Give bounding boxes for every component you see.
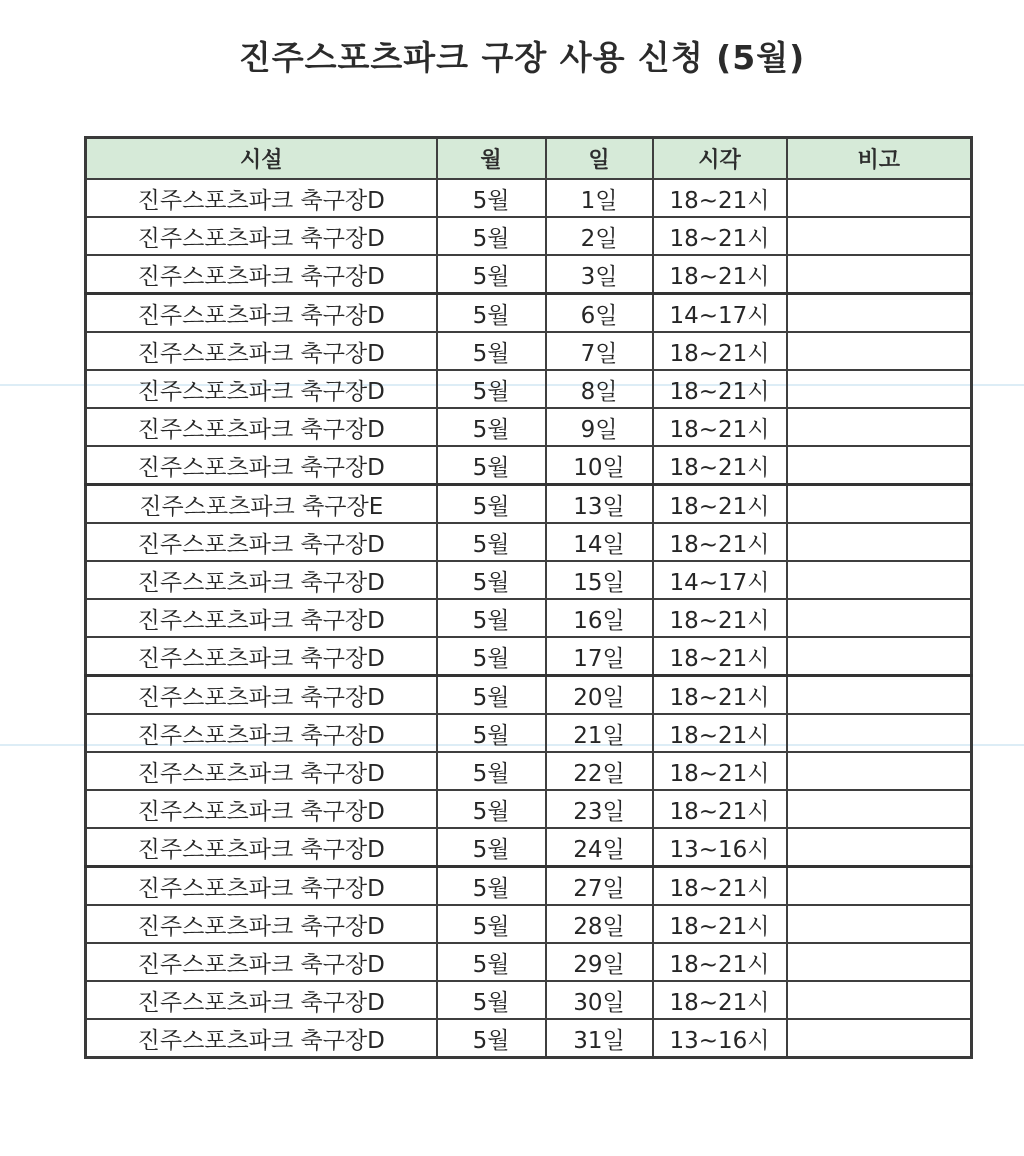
cell-note	[787, 599, 972, 637]
table-row	[86, 217, 972, 255]
table-row	[86, 179, 972, 217]
cell-day: 28일	[546, 905, 653, 943]
cell-time: 18~21시	[653, 714, 787, 752]
cell-month: 5월	[437, 561, 546, 599]
cell-day: 6일	[546, 294, 653, 333]
cell-note	[787, 408, 972, 446]
cell-time: 18~21시	[653, 408, 787, 446]
page-title: 진주스포츠파크 구장 사용 신청 (5월)	[238, 38, 806, 77]
cell-month: 5월	[437, 294, 546, 333]
cell-note	[787, 943, 972, 981]
cell-day: 14일	[546, 523, 653, 561]
cell-facility: 진주스포츠파크 축구장D	[86, 1019, 437, 1058]
cell-day: 30일	[546, 981, 653, 1019]
cell-note	[787, 828, 972, 867]
cell-time: 18~21시	[653, 179, 787, 217]
cell-facility: 진주스포츠파크 축구장D	[86, 943, 437, 981]
cell-facility: 진주스포츠파크 축구장E	[86, 485, 437, 524]
cell-note	[787, 179, 972, 217]
table-row	[86, 637, 972, 676]
cell-month: 5월	[437, 790, 546, 828]
cell-month: 5월	[437, 905, 546, 943]
cell-facility: 진주스포츠파크 축구장D	[86, 599, 437, 637]
cell-month: 5월	[437, 943, 546, 981]
cell-day: 27일	[546, 867, 653, 906]
table-row	[86, 867, 972, 906]
cell-note	[787, 446, 972, 485]
cell-facility: 진주스포츠파크 축구장D	[86, 523, 437, 561]
table-row	[86, 981, 972, 1019]
table-row	[86, 370, 972, 408]
cell-note	[787, 370, 972, 408]
cell-note	[787, 485, 972, 524]
cell-time: 18~21시	[653, 485, 787, 524]
reservation-table	[84, 136, 973, 1059]
cell-note	[787, 714, 972, 752]
cell-time: 18~21시	[653, 676, 787, 715]
cell-day: 9일	[546, 408, 653, 446]
cell-facility: 진주스포츠파크 축구장D	[86, 370, 437, 408]
cell-note	[787, 332, 972, 370]
header-month: 월	[437, 138, 546, 180]
cell-month: 5월	[437, 714, 546, 752]
table-row	[86, 332, 972, 370]
cell-facility: 진주스포츠파크 축구장D	[86, 179, 437, 217]
cell-month: 5월	[437, 599, 546, 637]
cell-month: 5월	[437, 179, 546, 217]
table-row	[86, 485, 972, 524]
cell-facility: 진주스포츠파크 축구장D	[86, 217, 437, 255]
cell-day: 17일	[546, 637, 653, 676]
table-row	[86, 905, 972, 943]
cell-note	[787, 790, 972, 828]
cell-note	[787, 1019, 972, 1058]
cell-note	[787, 752, 972, 790]
cell-month: 5월	[437, 255, 546, 294]
cell-time: 18~21시	[653, 523, 787, 561]
cell-month: 5월	[437, 867, 546, 906]
cell-day: 15일	[546, 561, 653, 599]
table-row	[86, 599, 972, 637]
cell-note	[787, 981, 972, 1019]
table-row	[86, 561, 972, 599]
cell-time: 14~17시	[653, 561, 787, 599]
cell-time: 14~17시	[653, 294, 787, 333]
cell-facility: 진주스포츠파크 축구장D	[86, 408, 437, 446]
cell-note	[787, 561, 972, 599]
cell-time: 18~21시	[653, 867, 787, 906]
cell-day: 13일	[546, 485, 653, 524]
cell-note	[787, 523, 972, 561]
table-header-row	[86, 138, 972, 180]
cell-time: 18~21시	[653, 255, 787, 294]
cell-month: 5월	[437, 370, 546, 408]
cell-month: 5월	[437, 332, 546, 370]
table-row	[86, 1019, 972, 1058]
header-facility: 시설	[86, 138, 437, 180]
cell-time: 18~21시	[653, 217, 787, 255]
cell-month: 5월	[437, 637, 546, 676]
table-row	[86, 943, 972, 981]
cell-month: 5월	[437, 485, 546, 524]
header-note: 비고	[787, 138, 972, 180]
cell-day: 10일	[546, 446, 653, 485]
table-row	[86, 408, 972, 446]
cell-time: 13~16시	[653, 828, 787, 867]
cell-facility: 진주스포츠파크 축구장D	[86, 828, 437, 867]
cell-day: 31일	[546, 1019, 653, 1058]
cell-facility: 진주스포츠파크 축구장D	[86, 981, 437, 1019]
table-row	[86, 446, 972, 485]
cell-month: 5월	[437, 676, 546, 715]
header-day: 일	[546, 138, 653, 180]
cell-note	[787, 255, 972, 294]
cell-facility: 진주스포츠파크 축구장D	[86, 905, 437, 943]
cell-month: 5월	[437, 1019, 546, 1058]
cell-day: 2일	[546, 217, 653, 255]
cell-facility: 진주스포츠파크 축구장D	[86, 790, 437, 828]
cell-month: 5월	[437, 828, 546, 867]
table-row	[86, 828, 972, 867]
cell-time: 18~21시	[653, 790, 787, 828]
table-row	[86, 790, 972, 828]
cell-facility: 진주스포츠파크 축구장D	[86, 332, 437, 370]
cell-facility: 진주스포츠파크 축구장D	[86, 446, 437, 485]
cell-note	[787, 637, 972, 676]
cell-day: 29일	[546, 943, 653, 981]
cell-time: 18~21시	[653, 599, 787, 637]
cell-note	[787, 905, 972, 943]
cell-time: 13~16시	[653, 1019, 787, 1058]
table-row	[86, 523, 972, 561]
cell-time: 18~21시	[653, 370, 787, 408]
cell-note	[787, 676, 972, 715]
cell-day: 1일	[546, 179, 653, 217]
cell-month: 5월	[437, 752, 546, 790]
cell-month: 5월	[437, 217, 546, 255]
table-row	[86, 752, 972, 790]
cell-time: 18~21시	[653, 981, 787, 1019]
cell-note	[787, 217, 972, 255]
cell-month: 5월	[437, 523, 546, 561]
cell-facility: 진주스포츠파크 축구장D	[86, 294, 437, 333]
table-row	[86, 294, 972, 333]
cell-day: 24일	[546, 828, 653, 867]
cell-day: 8일	[546, 370, 653, 408]
cell-day: 3일	[546, 255, 653, 294]
cell-month: 5월	[437, 408, 546, 446]
cell-facility: 진주스포츠파크 축구장D	[86, 561, 437, 599]
cell-time: 18~21시	[653, 332, 787, 370]
cell-facility: 진주스포츠파크 축구장D	[86, 255, 437, 294]
cell-day: 21일	[546, 714, 653, 752]
header-time: 시각	[653, 138, 787, 180]
cell-month: 5월	[437, 446, 546, 485]
cell-facility: 진주스포츠파크 축구장D	[86, 752, 437, 790]
cell-note	[787, 294, 972, 333]
cell-time: 18~21시	[653, 637, 787, 676]
cell-day: 20일	[546, 676, 653, 715]
cell-time: 18~21시	[653, 943, 787, 981]
cell-time: 18~21시	[653, 905, 787, 943]
cell-day: 16일	[546, 599, 653, 637]
cell-day: 7일	[546, 332, 653, 370]
table-row	[86, 714, 972, 752]
table-body	[86, 179, 972, 1058]
cell-day: 22일	[546, 752, 653, 790]
table-row	[86, 676, 972, 715]
cell-facility: 진주스포츠파크 축구장D	[86, 637, 437, 676]
table-row	[86, 255, 972, 294]
cell-time: 18~21시	[653, 752, 787, 790]
cell-facility: 진주스포츠파크 축구장D	[86, 867, 437, 906]
cell-time: 18~21시	[653, 446, 787, 485]
cell-facility: 진주스포츠파크 축구장D	[86, 714, 437, 752]
cell-facility: 진주스포츠파크 축구장D	[86, 676, 437, 715]
cell-day: 23일	[546, 790, 653, 828]
cell-note	[787, 867, 972, 906]
cell-month: 5월	[437, 981, 546, 1019]
